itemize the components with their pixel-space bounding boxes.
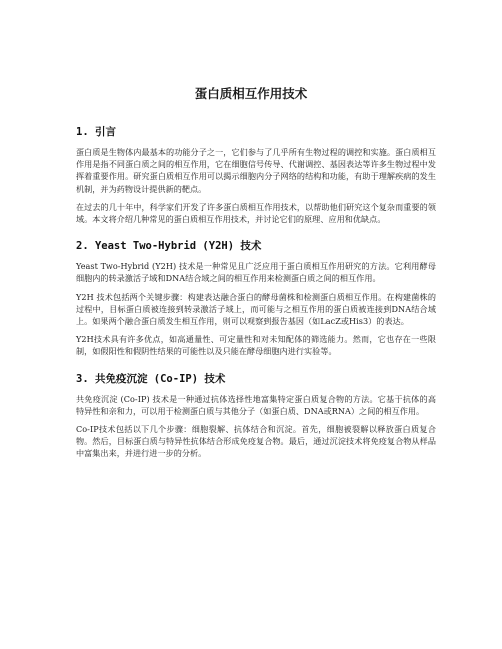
- paragraph: Yeast Two-Hybrid (Y2H) 技术是一种常见且广泛应用于蛋白质相互作用研究的方法。它利用酵母细胞内的转录激活子域和DNA结合域之间的相互作用来检测蛋白质之间的相互作用。: [76, 261, 436, 284]
- section-heading: 1. 引言: [76, 126, 116, 138]
- section-heading: 3. 共免疫沉淀 (Co-IP) 技术: [76, 372, 226, 385]
- paragraph: Co-IP技术包括以下几个步骤：细胞裂解、抗体结合和沉淀。首先，细胞被裂解以释放蛋白质复合物。然后，目标蛋白质与特异性抗体结合形成免疫复合物。最后，通过沉淀技术将免疫复合物从样品中富集出来，并进行进一步的分析。: [76, 424, 436, 459]
- paragraph: 共免疫沉淀 (Co-IP) 技术是一种通过抗体选择性地富集特定蛋白质复合物的方法。它基于抗体的高特异性和亲和力，可以用于检测蛋白质与其他分子（如蛋白质、DNA或RNA）之间的相互作用。: [76, 393, 436, 416]
- paragraph: 蛋白质是生物体内最基本的功能分子之一，它们参与了几乎所有生物过程的调控和实施。蛋白质相互作用是指不同蛋白质之间的相互作用，它在细胞信号传导、代谢调控、基因表达等许多生物过程中发挥着重要作用。研究蛋白质相互作用可以揭示细胞内分子网络的结构和功能，有助于理解疾病的发生机制，并为药物设计提供新的靶点。: [76, 147, 436, 194]
- section-y2h: [76, 238, 436, 357]
- section-heading: 2. Yeast Two-Hybrid (Y2H) 技术: [76, 240, 262, 253]
- document-body: [76, 124, 436, 473]
- section-introduction: [76, 124, 436, 225]
- page-title: 蛋白质相互作用技术: [194, 86, 308, 101]
- paragraph: 在过去的几十年中，科学家们开发了许多蛋白质相互作用技术，以帮助他们研究这个复杂而重要的领域。本文将介绍几种常见的蛋白质相互作用技术，并讨论它们的原理、应用和优缺点。: [76, 201, 436, 225]
- paragraph: Y2H技术具有许多优点，如高通量性、可定量性和对未知配体的筛选能力。然而，它也存在一些限制，如假阳性和假阴性结果的可能性以及只能在酵母细胞内进行实验等。: [76, 334, 436, 357]
- paragraph: Y2H 技术包括两个关键步骤：构建表达融合蛋白的酵母菌株和检测蛋白质相互作用。在构建菌株的过程中，目标蛋白质被连接到转录激活子域上，而可能与之相互作用的蛋白质被连接到DNA结合域上。如果两个融合蛋白质发生相互作用，则可以观察到报告基因（如LacZ或His3）的表达。: [76, 291, 436, 327]
- section-co-ip: [76, 371, 436, 460]
